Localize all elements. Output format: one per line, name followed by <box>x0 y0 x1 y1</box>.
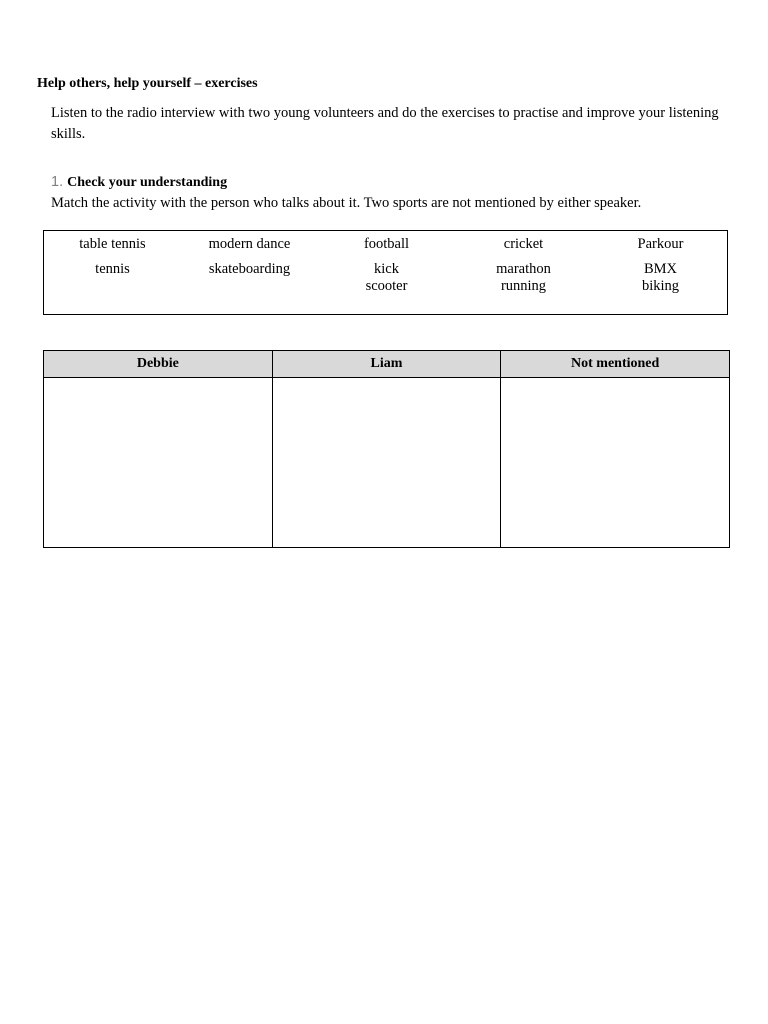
activity-word-box <box>43 230 728 315</box>
activity-word: cricket <box>503 236 544 252</box>
section-number: 1. <box>51 174 64 190</box>
activity-word: Parkour <box>637 236 684 252</box>
column-header-liam: Liam <box>272 351 501 378</box>
answer-cell-debbie[interactable] <box>44 378 273 548</box>
page-title: Help others, help yourself – exercises <box>37 76 258 91</box>
activity-word: BMX biking <box>641 261 680 294</box>
column-header-debbie: Debbie <box>44 351 273 378</box>
activity-word: tennis <box>95 261 130 277</box>
activity-word: modern dance <box>208 236 291 252</box>
activity-word: table tennis <box>79 236 146 252</box>
answer-table-row <box>44 378 730 548</box>
activity-word: kick scooter <box>365 261 408 294</box>
answer-table <box>43 350 730 548</box>
answer-table-header-row <box>44 351 730 378</box>
column-header-not-mentioned: Not mentioned <box>501 351 730 378</box>
activity-word-grid <box>44 236 729 295</box>
answer-cell-not-mentioned[interactable] <box>501 378 730 548</box>
activity-word: skateboarding <box>208 261 291 277</box>
section-heading <box>51 173 227 191</box>
answer-cell-liam[interactable] <box>272 378 501 548</box>
instruction-text: Match the activity with the person who talks about it. Two sports are not mentioned by either speaker. <box>51 195 642 211</box>
section-title: Check your understanding <box>67 175 228 190</box>
activity-word: football <box>363 236 410 252</box>
intro-text: Listen to the radio interview with two young volunteers and do the exercises to practise and improve your listening skills. <box>51 105 719 142</box>
activity-word: marathon running <box>496 261 551 294</box>
